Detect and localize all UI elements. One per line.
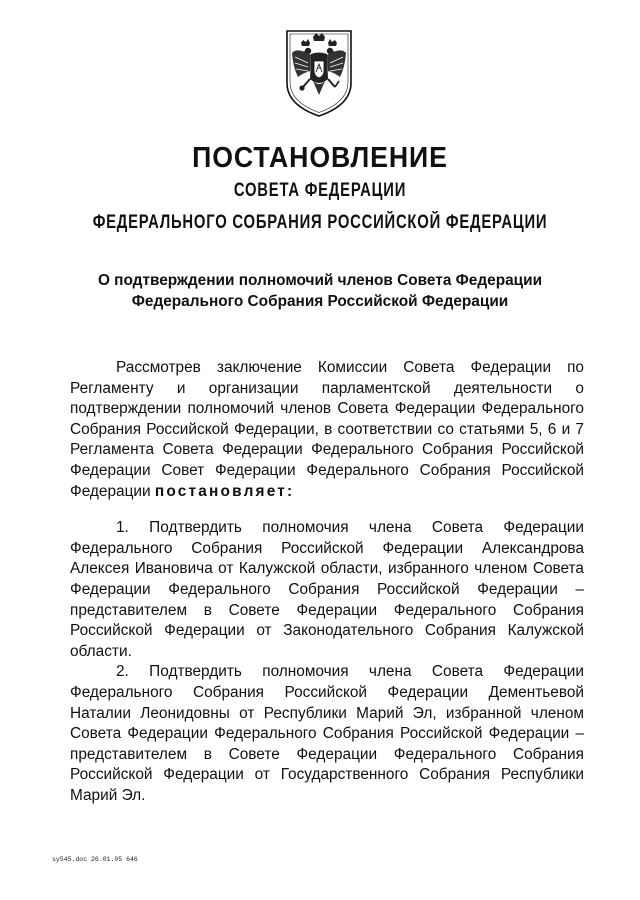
coat-of-arms-emblem <box>283 27 355 119</box>
subject-line2: Федерального Собрания Российской Федерации <box>131 293 509 310</box>
title-issuer-line2: ФЕДЕРАЛЬНОГО СОБРАНИЯ РОССИЙСКОЙ ФЕДЕРАЦИИ <box>92 212 548 233</box>
preamble-paragraph <box>70 358 584 502</box>
decision-item-1: 1. Подтвердить полномочия члена Совета Федерации Федерального Собрания Российской Федерации Александрова Алексея Ивановича от Калужской области, избранного членом Совета Федерации Федерального Собрания Российской Федерации – представителем в Совете Федерации Федерального Собрания Российской Федерации от Законодательного Собрания Калужской области. <box>70 519 584 660</box>
decree-colon: : <box>287 482 295 500</box>
document-title <box>0 140 640 238</box>
file-reference-footer: sy545.doc 26.01.05 646 <box>52 856 138 863</box>
document-body <box>70 358 584 806</box>
document-subject <box>0 270 640 312</box>
title-main: ПОСТАНОВЛЕНИЕ <box>192 142 448 174</box>
title-issuer-line1: СОВЕТА ФЕДЕРАЦИИ <box>233 180 407 201</box>
decision-item-2: 2. Подтвердить полномочия члена Совета Федерации Федерального Собрания Российской Федерации Дементьевой Наталии Леонидовны от Республики Марий Эл, избранной членом Совета Федерации Федерального Собрания Российской Федерации – представителем в Совете Федерации Федерального Собрания Российской Федерации от Государственного Собрания Республики Марий Эл. <box>70 663 584 804</box>
preamble-text: Рассмотрев заключение Комиссии Совета Федерации по Регламенту и организации парламентской деятельности о подтверждении полномочий членов Совета Федерации Федерального Собрания Российской Федерации, в соответствии со статьями 5, 6 и 7 Регламента Совета Федерации Федерального Собрания Российской Федерации Совет Федерации Федерального Собрания Российской Федерации <box>70 359 584 500</box>
decree-word: постановляет <box>154 482 288 500</box>
subject-line1: О подтверждении полномочий членов Совета Федерации <box>97 272 543 289</box>
